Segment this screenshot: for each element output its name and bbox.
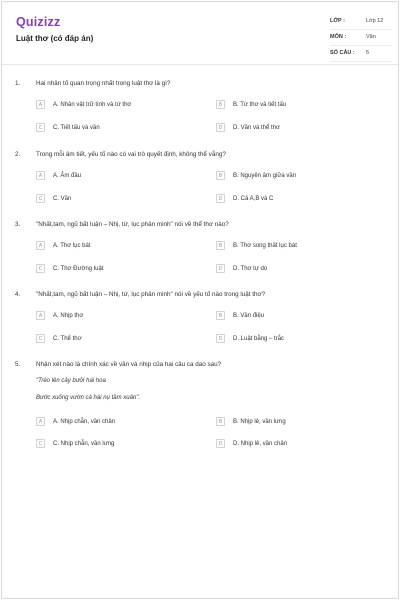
- question-text: "Nhất,tam, ngũ bất luận – Nhị, tứ, lục phân minh" nói về yếu tố nào trong luật thơ?: [36, 291, 266, 298]
- meta-value: Văn: [366, 34, 376, 40]
- option-letter-box: C: [36, 264, 45, 273]
- option-letter-box: C: [36, 123, 45, 132]
- option-text: C. Thơ Đường luật: [53, 265, 104, 272]
- option-letter-box: A: [36, 171, 45, 180]
- option-letter-box: B: [216, 311, 225, 320]
- option-letter-box: A: [36, 100, 45, 109]
- option-text: C. Thể thơ: [53, 335, 82, 342]
- option-letter-box: D: [216, 194, 225, 203]
- question-text: Trong mỗi âm tiết, yếu tố nào có vai trò quyết định, không thể vắng?: [36, 151, 226, 158]
- worksheet-title: Luật thơ (có đáp án): [16, 34, 94, 43]
- question-number: 4.: [15, 291, 21, 298]
- meta-value: Lớp 12: [366, 18, 384, 24]
- meta-row-subject: [330, 30, 392, 46]
- option-text: A. Nhịp thơ: [53, 312, 84, 319]
- option-letter-box: D: [216, 439, 225, 448]
- option-letter-box: D: [216, 123, 225, 132]
- option-text: A. Nhân vật trữ tình và tứ thơ: [53, 101, 132, 108]
- option-letter-box: B: [216, 241, 225, 250]
- question-text: "Nhất,tam, ngũ bất luận – Nhị, tứ, lục phân minh" nói về thể thơ nào?: [36, 221, 229, 228]
- option-text: D. Cả A,B và C: [233, 195, 274, 202]
- option-text: D. Vần và thể thơ: [233, 124, 280, 131]
- question-number: 1.: [15, 80, 21, 87]
- option-text: B. Nhịp lẻ, vần lưng: [233, 418, 286, 425]
- worksheet-page: [1, 1, 399, 599]
- option-letter-box: C: [36, 194, 45, 203]
- option-letter-box: D: [216, 264, 225, 273]
- option-letter-box: C: [36, 439, 45, 448]
- meta-key: LỚP :: [330, 18, 345, 24]
- option-text: B. Nguyên âm giữa vần: [233, 172, 297, 179]
- option-letter-box: A: [36, 417, 45, 426]
- question-number: 2.: [15, 151, 21, 158]
- option-text: A. Âm đầu: [53, 172, 82, 179]
- option-text: B. Tứ thơ và tiết tấu: [233, 101, 287, 108]
- question-quote-line: "Trèo lên cây bưởi hái hoa: [36, 378, 106, 384]
- option-text: A. Nhịp chẵn, vần chân: [53, 418, 116, 425]
- option-letter-box: C: [36, 334, 45, 343]
- option-text: B. Vần điệu: [233, 312, 265, 319]
- question-text: Hai nhân tố quan trọng nhất trong luật thơ là gì?: [36, 80, 171, 87]
- question-number: 3.: [15, 221, 21, 228]
- meta-row-count: [330, 46, 392, 62]
- option-text: D. Nhịp lẻ, vần chân: [233, 440, 288, 447]
- option-letter-box: A: [36, 241, 45, 250]
- option-letter-box: B: [216, 100, 225, 109]
- meta-key: MÔN :: [330, 34, 347, 40]
- question-quote-line: Bước xuống vườn cà hái nụ tầm xuân".: [36, 395, 141, 401]
- header-divider: [2, 64, 398, 65]
- meta-value: 5: [366, 50, 370, 56]
- option-text: B. Thơ song thất lục bát: [233, 242, 297, 249]
- question-text: Nhận xét nào là chính xác về vần và nhịp của hai câu ca dao sau?: [36, 361, 222, 368]
- option-letter-box: B: [216, 417, 225, 426]
- worksheet-header: [2, 2, 398, 64]
- option-text: C. Vần: [53, 195, 72, 202]
- option-text: C. Tiết tấu và vần: [53, 124, 100, 131]
- question-number: 5.: [15, 361, 21, 368]
- meta-row-grade: [330, 14, 392, 30]
- option-letter-box: D: [216, 334, 225, 343]
- quizizz-logo: Quizizz: [16, 15, 61, 29]
- option-letter-box: B: [216, 171, 225, 180]
- meta-panel: [330, 14, 392, 62]
- option-letter-box: A: [36, 311, 45, 320]
- option-text: A. Thơ lục bát: [53, 242, 91, 249]
- meta-key: SỐ CÂU :: [330, 50, 355, 56]
- option-text: C. Nhịp chẵn, vần lưng: [53, 440, 115, 447]
- option-text: D. Luật bằng – trắc: [233, 335, 285, 342]
- option-text: D. Thơ tự do: [233, 265, 268, 272]
